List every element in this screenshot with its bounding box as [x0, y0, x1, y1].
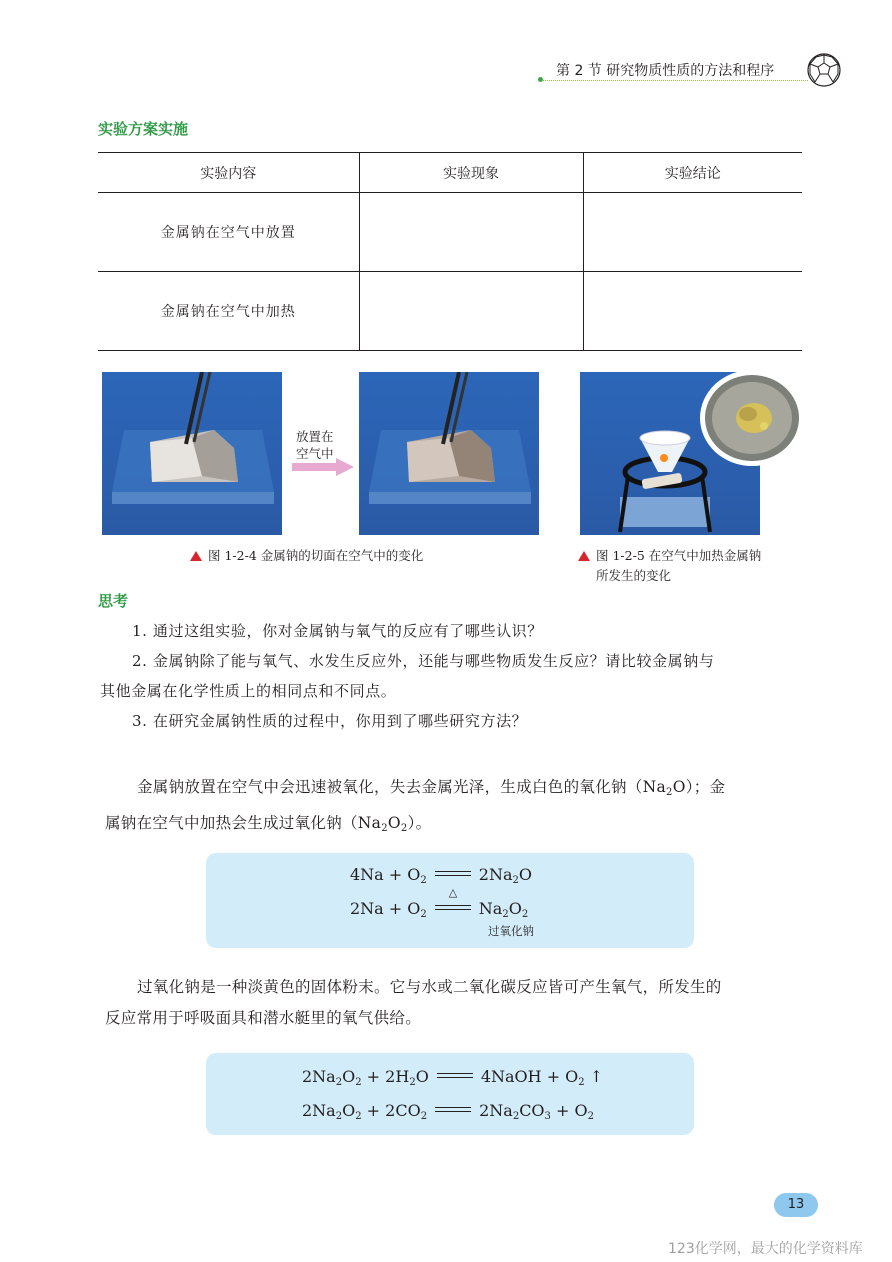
table-cell-content: 金属钠在空气中加热 [98, 272, 359, 351]
figure-caption-1-2-4 [190, 546, 423, 566]
text: 反应常用于呼吸面具和潜水艇里的氧气供给。 [105, 1009, 422, 1027]
experiment-heading: 实验方案实施 [98, 120, 189, 138]
arrow-label-line: 空气中 [296, 446, 334, 461]
caption-text: 图 1-2-4 金属钠的切面在空气中的变化 [208, 548, 424, 563]
equals-sign [435, 905, 471, 910]
page-number: 13 [774, 1193, 818, 1217]
column-header: 实验内容 [98, 153, 359, 193]
table-row [98, 193, 802, 272]
experiment-table [98, 152, 802, 351]
equation-box-peroxide [206, 1053, 694, 1135]
think-heading: 思考 [98, 592, 129, 610]
paragraph-oxidation [105, 772, 805, 844]
column-header: 实验现象 [359, 153, 583, 193]
subscript: 2 [381, 823, 388, 834]
inset-product-closeup [698, 368, 806, 468]
paragraph-peroxide [105, 972, 805, 1034]
equals-sign [437, 1073, 473, 1078]
question-2-cont: 其他金属在化学性质上的相同点和不同点。 [100, 682, 397, 700]
table-cell-phenomenon [359, 272, 583, 351]
caption-text: 所发生的变化 [596, 568, 672, 583]
table-cell-phenomenon [359, 193, 583, 272]
arrow-label [296, 428, 334, 462]
caption-triangle-icon [578, 551, 590, 561]
fullerene-icon [806, 52, 842, 88]
caption-triangle-icon [190, 551, 202, 561]
text: O）；金 [672, 778, 726, 796]
equation-peroxide-water: $2Na_2O_2 + 2H_2O$ 4NaOH + $O_2$ ↑ [302, 1067, 604, 1088]
product-label: 过氧化钠 [488, 924, 534, 938]
question-3: 3. 在研究金属钠性质的过程中，你用到了哪些研究方法？ [132, 712, 528, 730]
subscript: 2 [666, 787, 673, 798]
equation-peroxide-co2: $2Na_2O_2 + 2CO_2$ $2Na_2CO_3 + O_2$ [302, 1101, 594, 1122]
text: 金属钠放置在空气中会迅速被氧化，失去金属光泽，生成白色的氧化钠（Na [137, 778, 667, 796]
heat-condition: △ [448, 886, 458, 899]
table-cell-conclusion [583, 193, 802, 272]
question-2: 2. 金属钠除了能与氧气、水发生反应外，还能与哪些物质发生反应？请比较金属钠与 [132, 652, 715, 670]
text: 过氧化钠是一种淡黄色的固体粉末。它与水或二氧化碳反应皆可产生氧气，所发生的 [137, 978, 722, 996]
subscript: 2 [400, 823, 408, 834]
equals-sign [435, 1107, 471, 1112]
question-1: 1. 通过这组实验，你对金属钠与氧气的反应有了哪些认识？ [132, 622, 543, 640]
caption-text: 图 1-2-5 在空气中加热金属钠 [596, 548, 762, 563]
text: 属钠在空气中加热会生成过氧化钠（Na [105, 814, 382, 832]
equation-4na: $4Na + O_2$ $2Na_2O$ [350, 865, 533, 886]
right-arrow-icon [292, 458, 354, 476]
table-cell-content: 金属钠在空气中放置 [98, 193, 359, 272]
table-cell-conclusion [583, 272, 802, 351]
header-dot [538, 77, 543, 82]
text: ）。 [407, 814, 432, 832]
column-header: 实验结论 [583, 153, 802, 193]
equals-sign [435, 871, 471, 876]
arrow-label-line: 放置在 [296, 429, 334, 444]
section-title: 第 2 节 研究物质性质的方法和程序 [556, 63, 775, 79]
photo-sodium-fresh [102, 372, 282, 535]
figure-caption-1-2-5 [578, 546, 761, 586]
watermark: 123化学网，最大的化学资料库 [668, 1241, 863, 1257]
table-header-row [98, 153, 802, 193]
equation-box-oxidation [206, 853, 694, 948]
text: O [387, 814, 401, 832]
photo-sodium-oxidized [359, 372, 539, 535]
table-row [98, 272, 802, 351]
equation-2na-heat: $2Na + O_2$ △ $Na_2O_2$ [350, 886, 529, 920]
header-rule [540, 80, 808, 81]
